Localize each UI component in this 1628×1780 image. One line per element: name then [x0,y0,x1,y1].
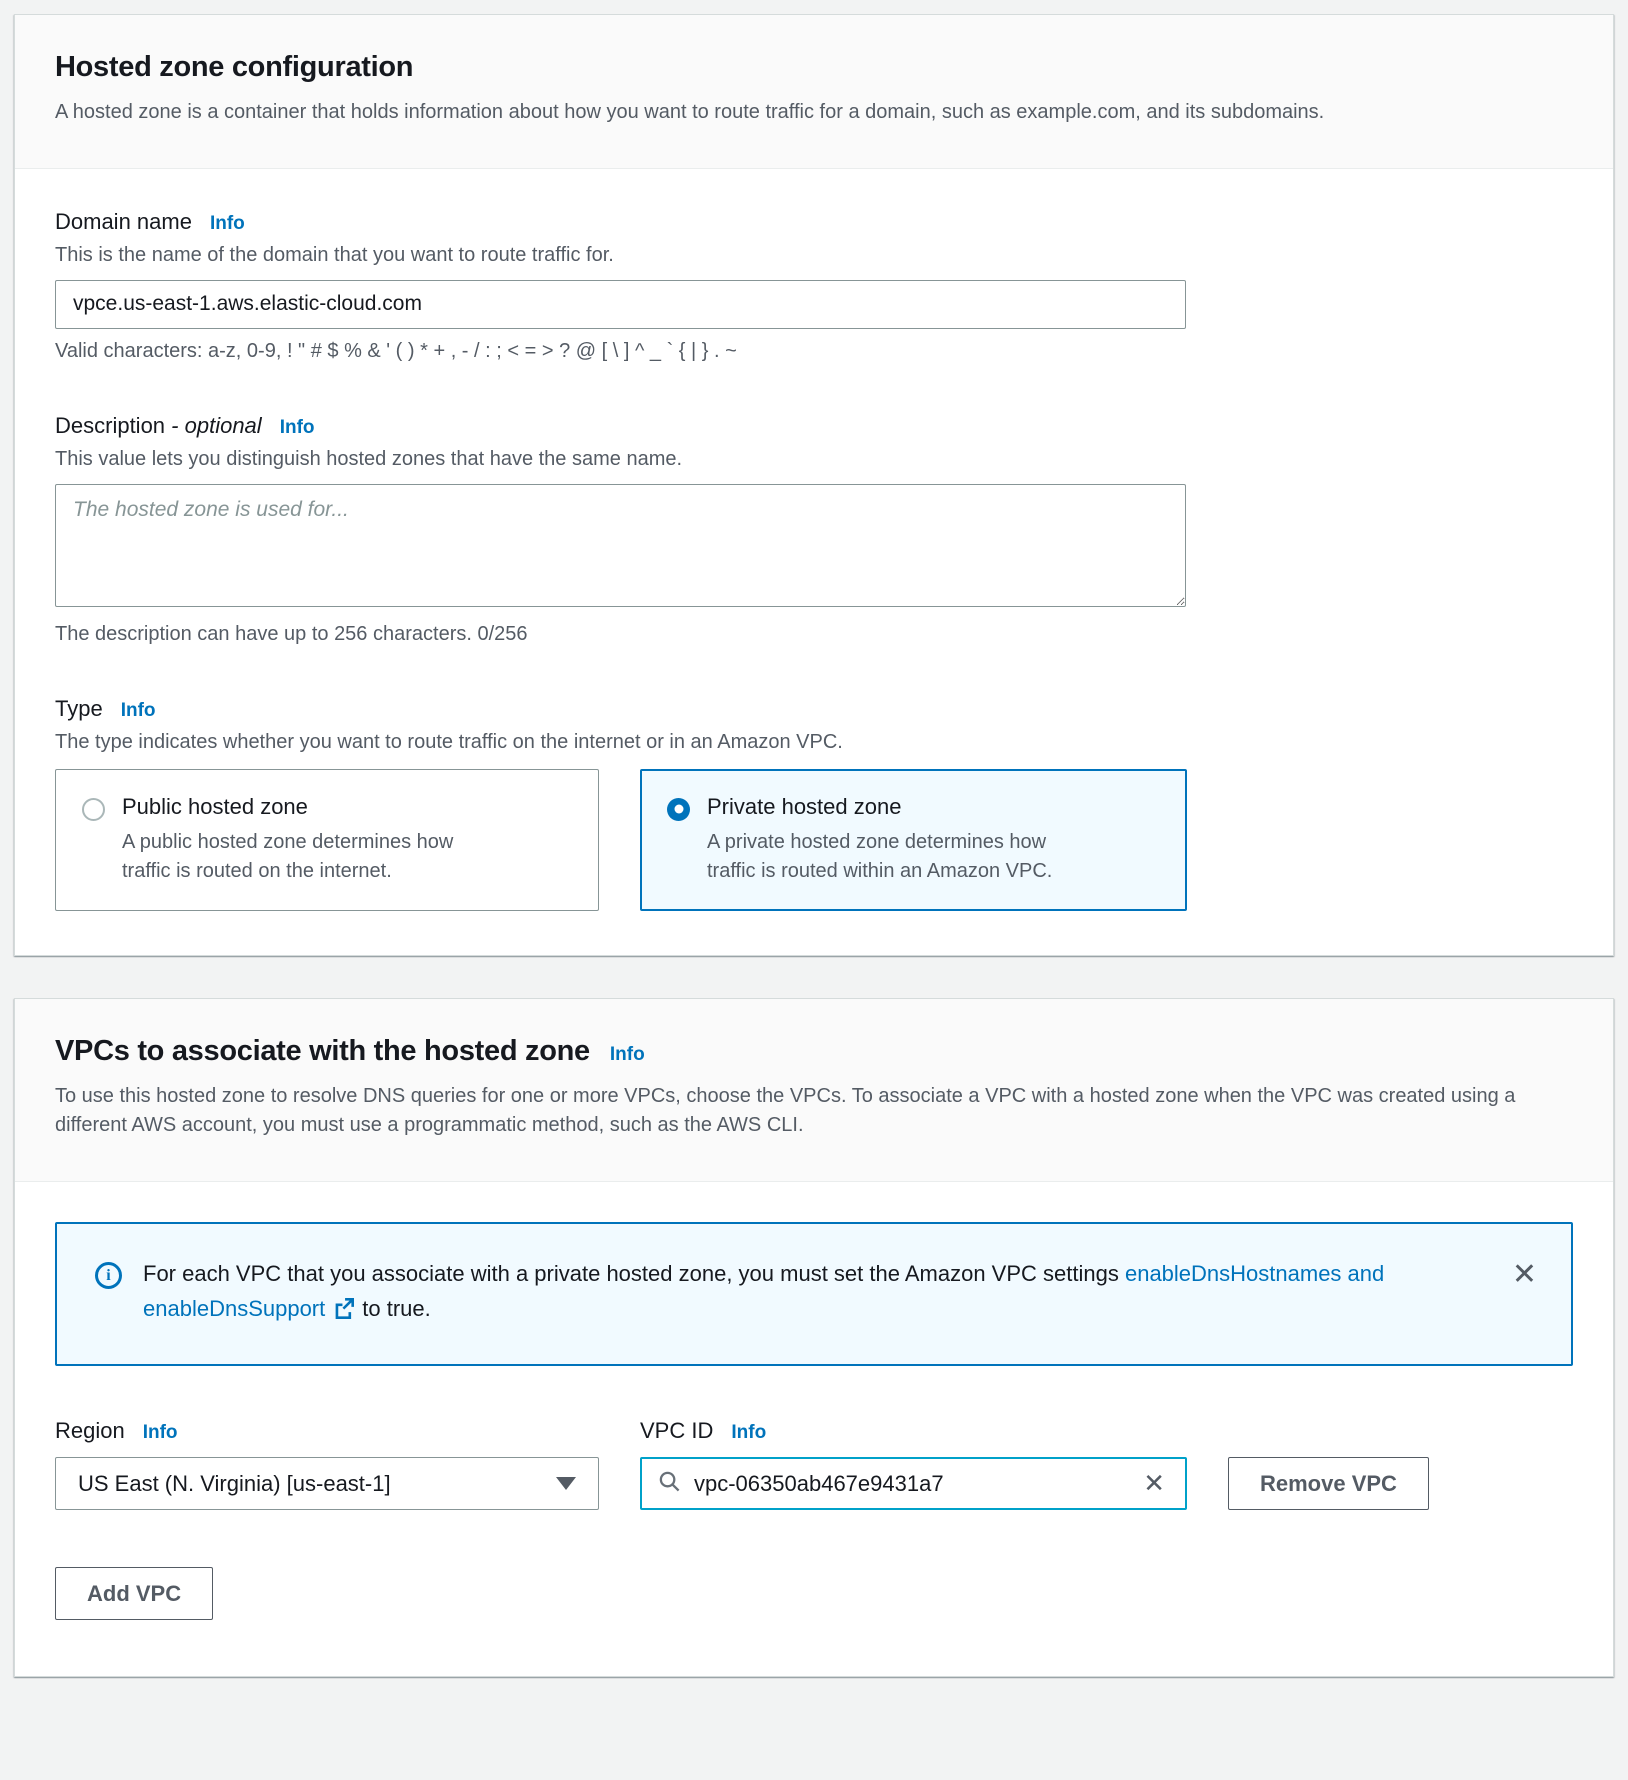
info-circle-icon: i [95,1262,122,1289]
region-column [55,1418,599,1510]
type-info-link[interactable]: Info [120,699,156,721]
domain-name-label: Domain name [55,208,192,234]
domain-name-help: This is the name of the domain that you want to route traffic for. [55,243,614,266]
description-info-link[interactable]: Info [279,416,315,438]
alert-close-icon[interactable]: ✕ [1508,1256,1541,1294]
search-icon [658,1470,681,1498]
vpc-id-value: vpc-06350ab467e9431a7 [694,1470,944,1496]
private-hosted-zone-description: A private hosted zone determines how traffic is routed within an Amazon VPC. [707,830,1053,882]
enable-dns-settings-link[interactable]: enableDnsHostnames and enableDnsSupport [143,1260,1385,1322]
vpcs-card-header [15,999,1613,1182]
domain-name-input[interactable] [55,280,1186,329]
type-options [55,769,1573,911]
public-hosted-zone-description: A public hosted zone determines how traffic is routed on the internet. [122,830,454,882]
description-help: This value lets you distinguish hosted zones that have the same name. [55,447,683,470]
hosted-zone-card-title: Hosted zone configuration [55,51,414,83]
chevron-down-icon [556,1477,576,1490]
external-link-icon [333,1294,354,1330]
public-hosted-zone-option[interactable] [55,769,599,911]
private-hosted-zone-option[interactable] [640,769,1187,911]
description-optional-suffix: - optional [171,412,262,438]
type-label: Type [55,695,103,721]
vpc-id-info-link[interactable]: Info [731,1422,767,1444]
domain-name-constraint: Valid characters: a-z, 0-9, ! " # $ % & ' ( ) * + , - / : ; < = > ? @ [ \ ] ^ _ ` { | } . ~ [55,339,737,362]
vpcs-card-description: To use this hosted zone to resolve DNS queries for one or more VPCs, choose the VPCs. To associate a VPC with a hosted zone when the VPC was created using a different AWS account, you must use a programmatic method, such as the AWS CLI. [55,1084,1516,1137]
public-hosted-zone-radio-icon[interactable] [82,798,105,821]
hosted-zone-card-header [15,15,1613,169]
public-hosted-zone-title: Public hosted zone [122,793,308,819]
vpcs-associate-card [14,998,1614,1677]
vpc-id-column [640,1418,1187,1510]
vpcs-card-info-link[interactable]: Info [609,1043,645,1065]
type-field [55,696,1573,911]
vpc-settings-alert [55,1222,1573,1366]
hosted-zone-configuration-card [14,14,1614,956]
hosted-zone-card-body [15,169,1613,955]
vpc-association-row [55,1418,1573,1510]
vpc-settings-alert-text: For each VPC that you associate with a private hosted zone, you must set the Amazon VPC settings enableDnsHostnames and enableDnsSupport to true. [143,1256,1393,1330]
vpcs-card-title: VPCs to associate with the hosted zone [55,1034,590,1067]
private-hosted-zone-radio-icon[interactable] [667,798,690,821]
region-select[interactable] [55,1457,599,1510]
type-help: The type indicates whether you want to route traffic on the internet or in an Amazon VPC. [55,730,843,753]
vpcs-card-body [15,1182,1613,1664]
domain-name-info-link[interactable]: Info [209,212,245,234]
clear-vpc-id-icon[interactable]: ✕ [1139,1468,1169,1499]
description-textarea[interactable] [55,484,1186,607]
vpc-id-search-input[interactable] [640,1457,1187,1510]
description-constraint: The description can have up to 256 characters. 0/256 [55,622,528,645]
region-info-link[interactable]: Info [142,1422,178,1444]
add-vpc-button[interactable]: Add VPC [55,1567,213,1620]
region-select-value: US East (N. Virginia) [us-east-1] [78,1470,391,1496]
region-label: Region [55,1418,125,1444]
domain-name-field [55,209,1573,363]
hosted-zone-card-description: A hosted zone is a container that holds information about how you want to route traffic for a domain, such as example.com, and its subdomains. [55,101,1325,123]
private-hosted-zone-title: Private hosted zone [707,793,902,819]
vpc-id-label: VPC ID [640,1418,714,1444]
description-field [55,413,1573,646]
remove-vpc-button[interactable]: Remove VPC [1228,1457,1429,1510]
description-label: Description - optional [55,412,262,438]
